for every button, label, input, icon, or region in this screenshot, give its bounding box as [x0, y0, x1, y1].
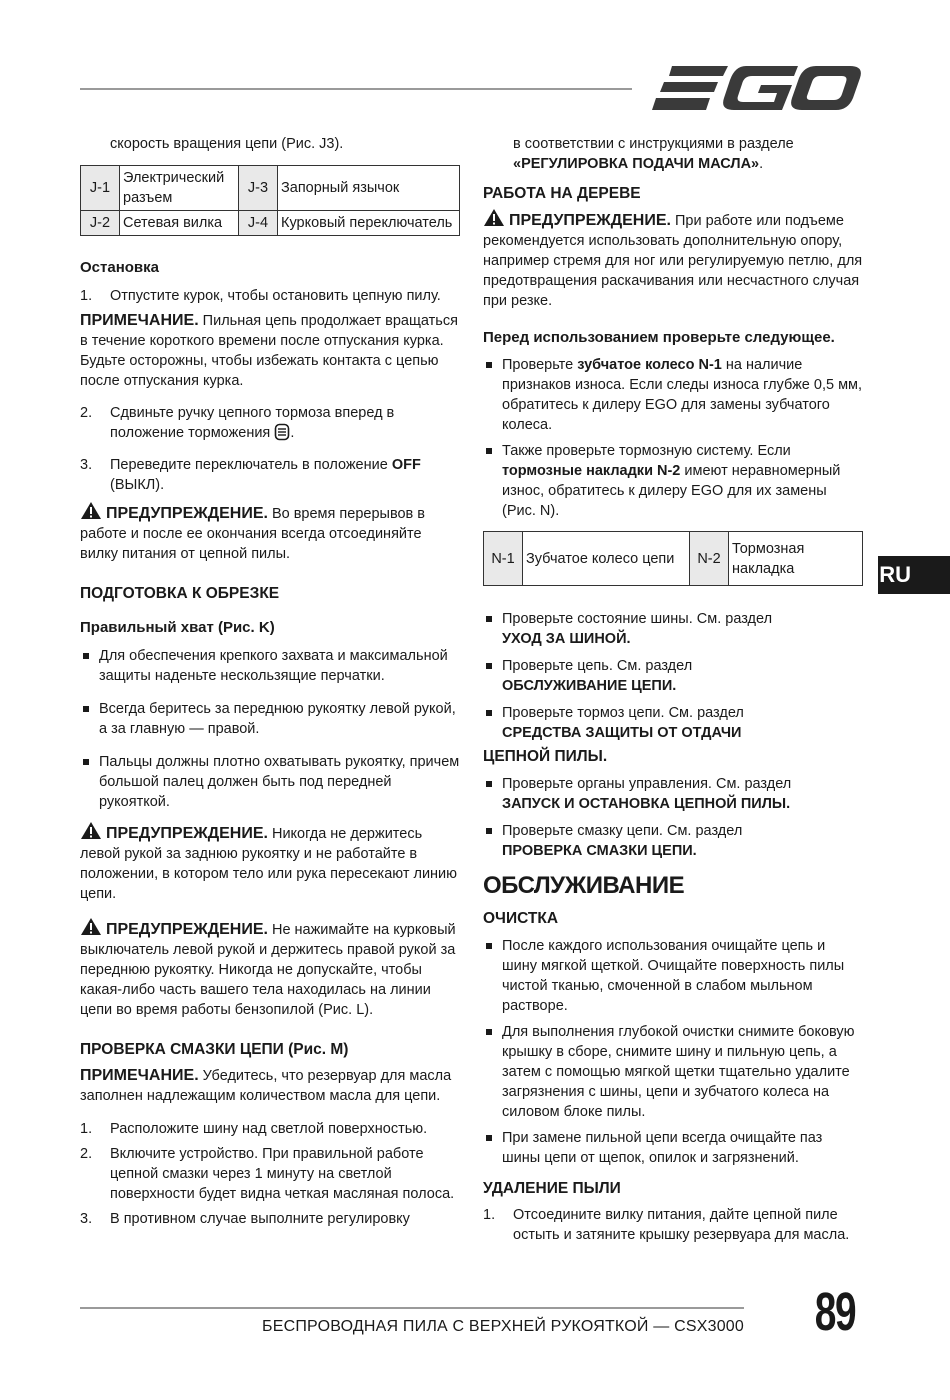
text-part: Также проверьте тормозную систему. Если [502, 443, 791, 459]
step-text: Переведите переключатель в положение [110, 457, 392, 473]
warning-text: Никогда не держитесь левой рукой за заднюю рукоятку и не работайте в положении, в котором тело или рука пересекают линию цепи. [80, 826, 458, 902]
table-row [81, 211, 460, 236]
warning-2 [80, 821, 460, 904]
step-number: 1. [80, 288, 93, 304]
warning-1 [80, 501, 460, 564]
section-reference: СРЕДСТВА ЗАЩИТЫ ОТ ОТДАЧИ [502, 725, 742, 741]
warning-icon [80, 917, 102, 936]
list-item-text [502, 703, 863, 743]
dust-heading: УДАЛЕНИЕ ПЫЛИ [483, 1180, 621, 1197]
check-heading: Перед использованием проверьте следующее. [483, 329, 835, 346]
warning-icon [80, 501, 102, 520]
step-text-end: (ВЫКЛ). [110, 477, 165, 493]
warning-label: ПРЕДУПРЕЖДЕНИЕ. [106, 505, 268, 522]
list-item-text [502, 656, 863, 696]
text-part: Проверьте смазку цепи. См. раздел [502, 823, 743, 839]
maintenance-heading: ОБСЛУЖИВАНИЕ [483, 872, 685, 899]
note-2 [80, 1066, 460, 1106]
note-label: ПРИМЕЧАНИЕ. [80, 312, 199, 329]
parts-table-j [80, 165, 460, 236]
bullet-icon [483, 1128, 502, 1168]
step-text-wrap [110, 403, 460, 443]
prep-heading: ПОДГОТОВКА К ОБРЕЗКЕ [80, 585, 280, 602]
note-label: ПРИМЕЧАНИЕ. [80, 1067, 199, 1084]
step-text: Отпустите курок, чтобы остановить цепную пилу. [110, 288, 441, 304]
dust-step [483, 1205, 863, 1245]
text-part: Проверьте органы управления. См. раздел [502, 776, 792, 792]
step-text: Сдвиньте ручку цепного тормоза вперед в положение торможения [110, 405, 395, 441]
grip-heading: Правильный хват (Рис. K) [80, 619, 275, 636]
text-part: имеют неравномерный износ, обратитесь к дилеру EGO для их замены (Рис. N). [502, 463, 841, 519]
warning-label: ПРЕДУПРЕЖДЕНИЕ. [106, 921, 268, 938]
list-item [80, 752, 460, 812]
table-row [484, 532, 863, 586]
step-text-end: . [290, 425, 295, 441]
list-item [483, 936, 863, 1016]
text-part: Проверьте цепь. См. раздел [502, 658, 693, 674]
left-column [80, 134, 460, 1229]
note-text: Пильная цепь продолжает вращаться в течение короткого времени после отпускания курка. Будьте осторожны, чтобы избежать контакта с цепью после отпускания курка. [80, 313, 458, 389]
warning-label: ПРЕДУПРЕЖДЕНИЕ. [106, 825, 268, 842]
continued-text-end: . [759, 156, 764, 172]
list-item [483, 609, 863, 649]
bullet-icon [483, 355, 502, 435]
section-reference: «РЕГУЛИРОВКА ПОДАЧИ МАСЛА» [513, 156, 760, 172]
list-item [483, 774, 863, 814]
language-tab-label: RU [879, 562, 911, 587]
footer-title: БЕСПРОВОДНАЯ ПИЛА С ВЕРХНЕЙ РУКОЯТКОЙ — CSX3000 [262, 1318, 744, 1335]
step-text: В противном случае выполните регулировку [110, 1211, 410, 1227]
step-text-wrap [110, 455, 460, 495]
section-reference-cont: ЦЕПНОЙ ПИЛЫ. [483, 748, 608, 765]
step-text: Расположите шину над светлой поверхностью. [110, 1121, 428, 1137]
section-reference: ПРОВЕРКА СМАЗКИ ЦЕПИ. [502, 843, 697, 859]
warning-3 [80, 917, 460, 1020]
continued-text [483, 134, 863, 174]
list-item-text: Всегда беритесь за переднюю рукоятку левой рукой, а за главную — правой. [99, 701, 456, 737]
ego-logo [650, 62, 862, 114]
list-item-text: После каждого использования очищайте цепь и шину мягкой щеткой. Очищайте поверхность пилы чистой тканью, смоченной в слабом мыльном растворе. [502, 938, 845, 1014]
list-item [483, 703, 863, 743]
bullet-icon [483, 1022, 502, 1122]
table-cell: Тормозная накладка [729, 532, 863, 586]
list-item [483, 1022, 863, 1122]
list-item [483, 441, 863, 521]
table-row [81, 166, 460, 211]
section-reference: ОБСЛУЖИВАНИЕ ЦЕПИ. [502, 678, 677, 694]
list-item-text [502, 821, 863, 861]
stop-step-2 [80, 403, 460, 443]
bullet-icon [483, 609, 502, 649]
list-item-text: Для обеспечения крепкого захвата и максимальной защиты наденьте нескользящие перчатки. [99, 648, 448, 684]
warning-icon [80, 821, 102, 840]
lube-step [80, 1144, 460, 1204]
header-rule [80, 88, 632, 90]
list-item-text: Для выполнения глубокой очистки снимите боковую крышку в сборе, снимите шину и пильную цепь, а затем с помощью мягкой щетки тщательно удалите загрязнения с шины, цепи и зубчатого колеса на силовом блоке пилы. [502, 1024, 855, 1120]
list-item [483, 1128, 863, 1168]
section-reference: ЗАПУСК И ОСТАНОВКА ЦЕПНОЙ ПИЛЫ. [502, 796, 791, 812]
list-item-text [502, 774, 863, 814]
step-text: Включите устройство. При правильной работе цепной смазки через 1 минуту на светлой поверхности будет видна четкая масляная полоса. [110, 1146, 455, 1202]
tree-heading: РАБОТА НА ДЕРЕВЕ [483, 185, 641, 202]
text-part: Проверьте тормоз цепи. См. раздел [502, 705, 744, 721]
list-item [80, 646, 460, 686]
list-item-text [502, 441, 863, 521]
step-number: 3. [80, 1211, 93, 1227]
bullet-icon [483, 441, 502, 521]
table-cell: J-4 [239, 211, 278, 236]
step-text: Отсоедините вилку питания, дайте цепной пиле остыть и затяните крышку резервуара для масла. [513, 1207, 850, 1243]
intro-text: скорость вращения цепи (Рис. J3). [110, 136, 344, 152]
continued-text-a: в соответствии с инструкциями в разделе [513, 136, 794, 152]
warning-4 [483, 208, 863, 311]
note-1 [80, 311, 460, 391]
text-part: Проверьте [502, 357, 578, 373]
lube-step [80, 1119, 460, 1139]
text-part: на наличие признаков износа. Если следы износа глубже 0,5 мм, обратитесь к дилеру EGO для замены зубчатого колеса. [502, 357, 863, 433]
step-number: 1. [80, 1121, 93, 1137]
right-column [483, 134, 863, 1245]
footer-rule [80, 1307, 744, 1309]
table-cell: J-3 [239, 166, 278, 211]
table-cell: N-2 [690, 532, 729, 586]
step-number: 1. [483, 1207, 496, 1223]
list-item [483, 355, 863, 435]
warning-text: Не нажимайте на курковый выключатель левой рукой и держитесь правой рукой за переднюю рукоятку. Никогда не допускайте, чтобы какая-либо часть вашего тела находилась на линии цепи во время работы бензопилой (Рис. L). [80, 922, 456, 1018]
language-tab [878, 556, 950, 594]
page-number: 89 [814, 1282, 856, 1342]
step-text-bold: OFF [391, 457, 421, 473]
table-cell: Зубчатое колесо цепи [523, 532, 690, 586]
bullet-icon [80, 646, 99, 686]
cleaning-heading: ОЧИСТКА [483, 910, 559, 927]
step-number: 3. [80, 457, 93, 473]
list-item [483, 821, 863, 861]
warning-icon [483, 208, 505, 227]
warning-text: При работе или подъеме рекомендуется использовать дополнительную опору, например стремя для ног или регулируемую петлю, для предотвращения раскачивания или несчастного случая при резке. [483, 213, 863, 309]
lube-step [80, 1209, 460, 1229]
text-bold: тормозные накладки N-2 [502, 463, 681, 479]
bullet-icon [80, 699, 99, 739]
bullet-icon [483, 656, 502, 696]
chain-brake-icon [274, 423, 290, 441]
step-number: 2. [80, 405, 93, 421]
table-cell: J-2 [81, 211, 120, 236]
list-item [483, 656, 863, 696]
lube-heading: ПРОВЕРКА СМАЗКИ ЦЕПИ (Рис. M) [80, 1041, 349, 1058]
table-cell: Запорный язычок [278, 166, 460, 211]
bullet-icon [483, 821, 502, 861]
list-item-text [502, 609, 863, 649]
stop-heading: Остановка [80, 259, 159, 276]
parts-table-n [483, 531, 863, 586]
table-cell: Сетевая вилка [120, 211, 239, 236]
section-reference: УХОД ЗА ШИНОЙ. [502, 631, 631, 647]
table-cell: N-1 [484, 532, 523, 586]
bullet-icon [483, 774, 502, 814]
note-text: Убедитесь, что резервуар для масла заполнен надлежащим количеством масла для цепи. [80, 1068, 452, 1104]
warning-label: ПРЕДУПРЕЖДЕНИЕ. [509, 212, 671, 229]
list-item-text: При замене пильной цепи всегда очищайте паз шины цепи от щепок, опилок и загрязнений. [502, 1130, 823, 1166]
table-cell: Курковый переключатель [278, 211, 460, 236]
bullet-icon [483, 936, 502, 1016]
text-part: Проверьте состояние шины. См. раздел [502, 611, 773, 627]
bullet-icon [80, 752, 99, 812]
list-item-text: Пальцы должны плотно охватывать рукоятку, причем большой палец должен быть под передней рукояткой. [99, 754, 460, 810]
table-cell: Электрический разъем [120, 166, 239, 211]
stop-step-1 [80, 286, 460, 306]
logo-text: EGO [650, 62, 653, 63]
bullet-icon [483, 703, 502, 743]
step-number: 2. [80, 1146, 93, 1162]
table-cell: J-1 [81, 166, 120, 211]
text-bold: зубчатое колесо N-1 [577, 357, 722, 373]
warning-text: Во время перерывов в работе и после ее окончания всегда отсоединяйте вилку питания от цепной пилы. [80, 506, 425, 562]
stop-step-3 [80, 455, 460, 495]
list-item-text [502, 355, 863, 435]
list-item [80, 699, 460, 739]
